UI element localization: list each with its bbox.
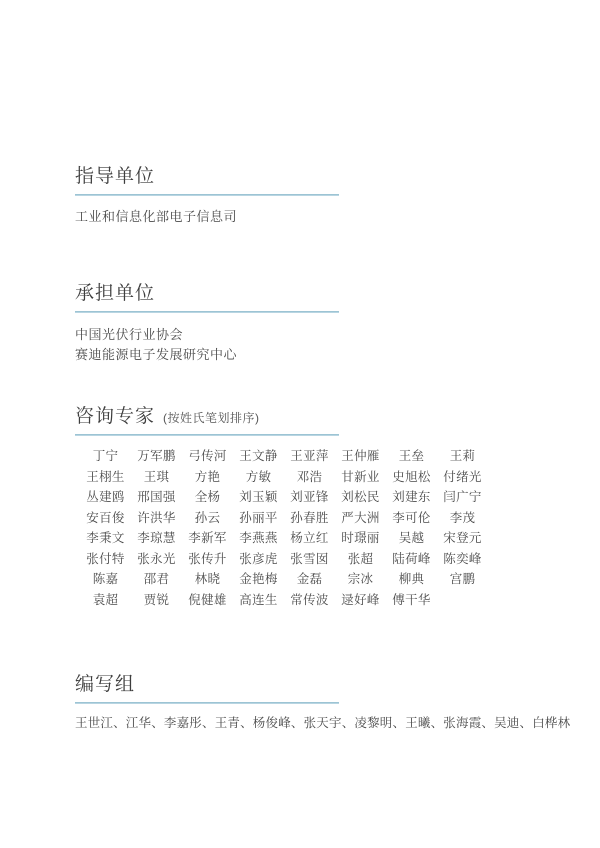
expert-name: 王栩生: [86, 469, 125, 484]
expert-name: 安百俊: [86, 510, 125, 525]
expert-name: 金磊: [296, 572, 323, 586]
expert-name: 王仲雁: [341, 449, 380, 463]
expert-name: 甘新业: [341, 469, 380, 484]
expert-name: 王文静: [239, 449, 278, 463]
expert-name: 张彦虎: [239, 551, 278, 566]
expert-name: 常传波: [290, 592, 329, 607]
expert-row: [80, 508, 488, 529]
undertaking-unit-name-1: 中国光伏行业协会: [75, 327, 184, 342]
section-divider: [75, 311, 339, 313]
section-divider: [75, 702, 339, 704]
expert-name: 贾锐: [143, 592, 170, 607]
expert-row: [80, 446, 488, 467]
expert-name: 李琼慧: [137, 531, 176, 545]
expert-name: 史旭松: [392, 469, 431, 484]
expert-name: 刘建东: [392, 490, 431, 504]
expert-name: 柳典: [398, 572, 425, 586]
writing-group-title: 编写组: [75, 674, 136, 695]
expert-name: 邵君: [143, 572, 170, 586]
expert-name: 傅干华: [392, 592, 431, 607]
expert-name: 时璟丽: [341, 531, 380, 545]
expert-row: [80, 549, 488, 570]
expert-name: 张雪囡: [290, 551, 329, 566]
expert-name: 闫广宁: [443, 490, 482, 504]
expert-name: 付绪光: [443, 469, 482, 484]
expert-row: [80, 590, 488, 611]
expert-name: 王亚萍: [290, 449, 329, 463]
undertaking-unit-title: 承担单位: [75, 283, 156, 304]
expert-name: 逯好峰: [341, 592, 380, 607]
expert-name: 邓浩: [296, 469, 323, 484]
expert-name: 丁宁: [92, 449, 119, 463]
expert-name: 孙云: [194, 510, 221, 525]
guiding-unit-title: 指导单位: [75, 166, 156, 187]
expert-name: 丛建鸥: [86, 490, 125, 504]
expert-name: 王垒: [398, 449, 425, 463]
expert-name: 万军鹏: [137, 449, 176, 463]
section-heading: [75, 166, 339, 188]
expert-row: [80, 467, 488, 488]
expert-name: 吴越: [398, 531, 425, 545]
section-heading: [75, 283, 339, 305]
expert-name: 方敏: [245, 469, 272, 484]
writing-group-members: 王世江、江华、李嘉彤、王青、杨俊峰、张天宇、凌黎明、王曦、张海霞、吴迪、白桦林: [75, 716, 571, 730]
section-divider: [75, 434, 339, 436]
experts-sort-note: (按姓氏笔划排序): [163, 411, 260, 425]
expert-name: 宋登元: [443, 531, 482, 545]
expert-name: 李燕燕: [239, 531, 278, 545]
expert-name: 王莉: [449, 449, 476, 463]
guiding-unit-name: 工业和信息化部电子信息司: [75, 209, 238, 224]
expert-name: 严大洲: [341, 510, 380, 525]
expert-name: 李新军: [188, 531, 227, 545]
expert-name: 高连生: [239, 592, 278, 607]
expert-name: 宫鹏: [449, 572, 476, 586]
expert-name: 陆荷峰: [392, 551, 431, 566]
expert-name: 张超: [347, 551, 374, 566]
expert-name: 陈嘉: [92, 572, 119, 586]
section-heading: [75, 674, 570, 696]
experts-grid: [80, 446, 488, 610]
expert-name: 孙春胜: [290, 510, 329, 525]
expert-name: 李秉文: [86, 531, 125, 545]
expert-name: 倪健雄: [188, 592, 227, 607]
section-undertaking-unit: [75, 283, 339, 364]
expert-name: 杨立红: [290, 531, 329, 545]
expert-name: 张传升: [188, 551, 227, 566]
expert-name: 刘松民: [341, 490, 380, 504]
expert-name: 金艳梅: [239, 572, 278, 586]
expert-name: 全杨: [194, 490, 221, 504]
section-guiding-unit: [75, 166, 339, 226]
expert-name: 方艳: [194, 469, 221, 484]
expert-name: 许洪华: [137, 510, 176, 525]
expert-name: 陈奕峰: [443, 551, 482, 566]
expert-name: 王琪: [143, 469, 170, 484]
expert-row: [80, 528, 488, 549]
section-heading: [75, 406, 488, 428]
section-divider: [75, 194, 339, 196]
experts-title: 咨询专家: [75, 406, 156, 427]
expert-name: 李可伦: [392, 510, 431, 525]
expert-row: [80, 487, 488, 508]
expert-name: 刘玉颖: [239, 490, 278, 504]
expert-name: 张付特: [86, 551, 125, 566]
expert-name: 袁超: [92, 592, 119, 607]
section-experts: [75, 406, 488, 610]
expert-name: 李茂: [449, 510, 476, 525]
expert-name: 孙丽平: [239, 510, 278, 525]
section-writing-group: [75, 674, 570, 732]
expert-name: 宗冰: [347, 572, 374, 586]
expert-name: 刘亚锋: [290, 490, 329, 504]
expert-name: 林晓: [194, 572, 221, 586]
expert-row: [80, 569, 488, 590]
expert-name: 邢国强: [137, 490, 176, 504]
expert-name: 张永光: [137, 551, 176, 566]
expert-name: 弓传河: [188, 449, 227, 463]
undertaking-unit-name-2: 赛迪能源电子发展研究中心: [75, 347, 238, 362]
